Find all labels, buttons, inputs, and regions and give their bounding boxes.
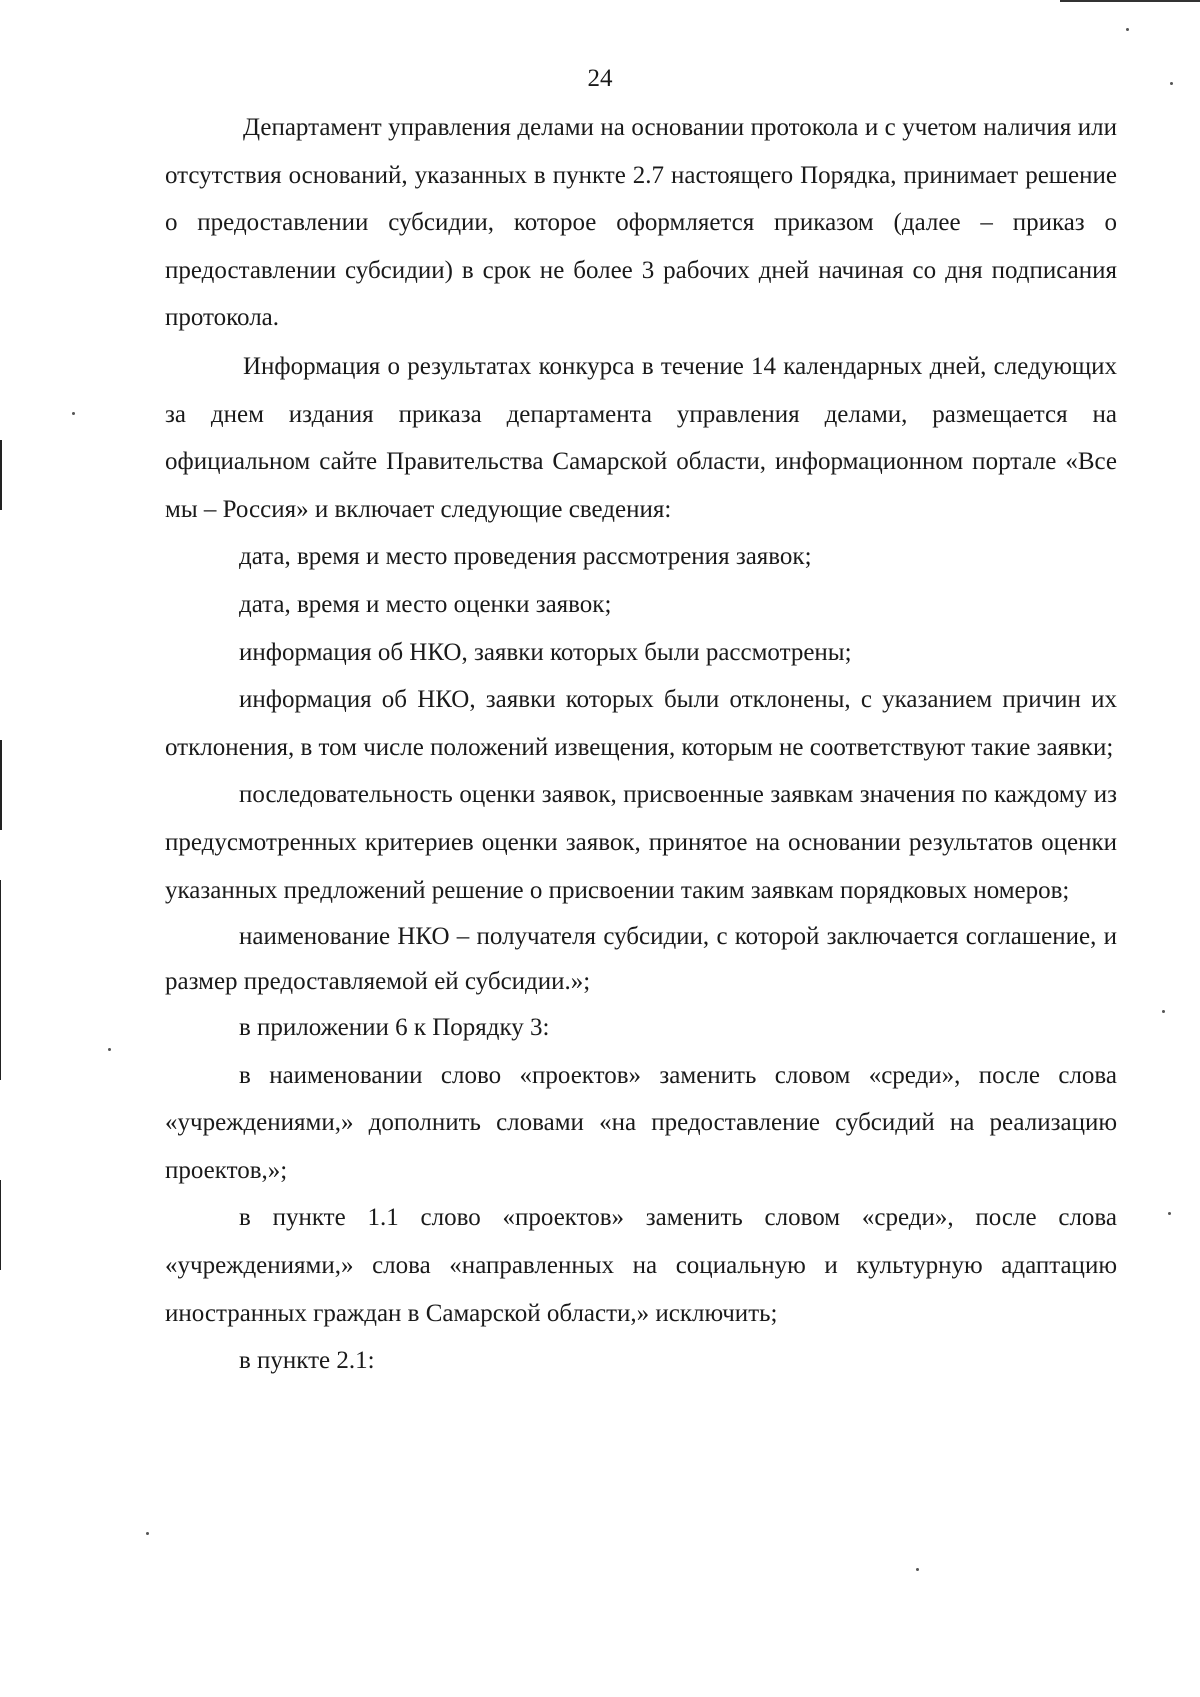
scan-speck (1162, 1010, 1165, 1013)
list-item: наименование НКО – получателя субсидии, с которой заключается соглашение, и размер предоставляемой ей субсидии.»; (165, 923, 1117, 996)
scan-speck (72, 412, 75, 415)
paragraph: в приложении 6 к Порядку 3: (239, 1014, 550, 1042)
paragraph: Департамент управления делами на основании протокола и с учетом наличия или отсутствия оснований, указанных в пункте 2.7 настоящего Порядка, принимает решение о предоставлении субсидии, которое оформляется приказом (далее – приказ о предоставлении субсидии) в срок не более 3 рабочих дней начиная со дня подписания протокола. (165, 114, 1117, 332)
scan-margin-mark (0, 1180, 1, 1270)
list-item: дата, время и место проведения рассмотрения заявок; (239, 543, 812, 571)
scan-speck (1168, 1212, 1171, 1215)
scan-speck (1126, 28, 1129, 31)
list-item: последовательность оценки заявок, присвоенные заявкам значения по каждому из предусмотренных критериев оценки заявок, принятое на основании результатов оценки указанных предложений решение о присвоении таким заявкам порядковых номеров; (165, 781, 1117, 904)
paragraph: Информация о результатах конкурса в течение 14 календарных дней, следующих за днем издания приказа департамента управления делами, размещается на официальном сайте Правительства Самарской области, информационном портале «Все мы – Россия» и включает следующие сведения: (165, 352, 1117, 523)
scan-speck (916, 1568, 919, 1571)
scan-margin-mark (0, 880, 1, 1080)
scan-speck (146, 1532, 149, 1535)
list-item: информация об НКО, заявки которых были рассмотрены; (239, 638, 852, 666)
scan-margin-mark (0, 740, 2, 830)
paragraph: в пункте 2.1: (239, 1347, 375, 1375)
list-item: информация об НКО, заявки которых были отклонены, с указанием причин их отклонения, в том числе положений извещения, которым не соответствуют такие заявки; (165, 686, 1117, 761)
paragraph: в пункте 1.1 слово «проектов» заменить словом «среди», после слова «учреждениями,» слова «направленных на социальную и культурную адаптацию иностранных граждан в Самарской области,» исключить; (165, 1204, 1117, 1327)
page-number: 24 (587, 65, 613, 92)
document-body (165, 104, 1117, 1385)
scan-speck (108, 1048, 111, 1051)
paragraph: в наименовании слово «проектов» заменить словом «среди», после слова «учреждениями,» дополнить словами «на предоставление субсидий на реализацию проектов,»; (165, 1061, 1117, 1184)
scan-margin-mark (0, 440, 2, 510)
scan-edge-mark (1060, 0, 1200, 2)
list-item: дата, время и место оценки заявок; (239, 590, 612, 618)
